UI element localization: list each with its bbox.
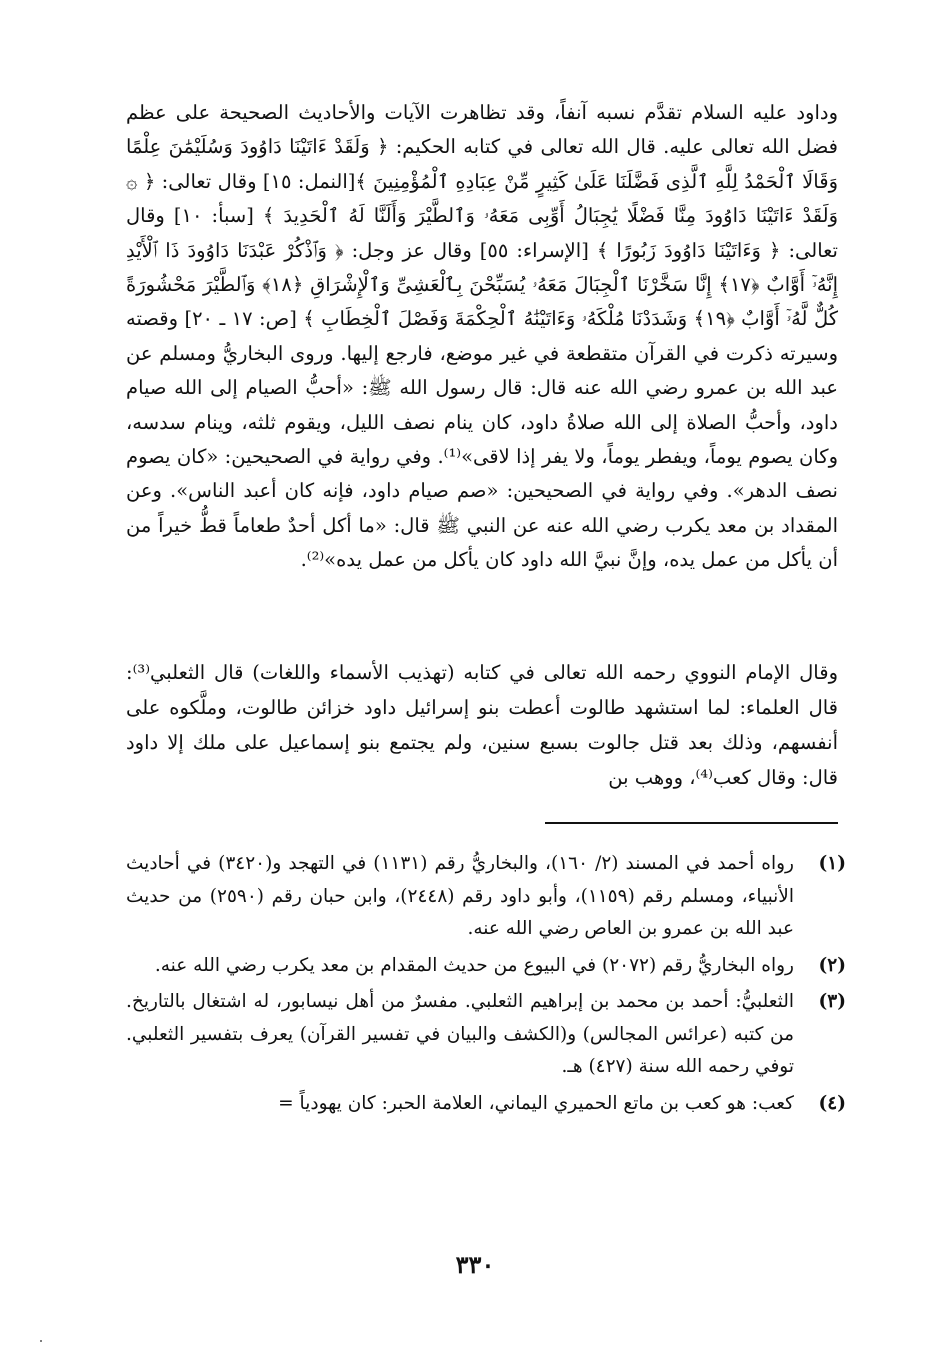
footnote-number: (١)	[818, 853, 846, 874]
scan-speck	[40, 1340, 42, 1342]
footnote-2	[126, 950, 846, 983]
footnote-text: رواه أحمد في المسند (٢/ ١٦٠)، والبخاريُّ رقم (١١٣١) في التهجد و(٣٤٢٠) في أحاديث الأنبياء، ومسلم رقم (١١٥٩)، وأبو داود رقم (٢٤٤٨)، وابن حبان رقم (٢٥٩٠) من حديث عبد الله بن عمرو بن العاص رضي الله عنه.	[126, 853, 794, 939]
main-paragraph-2: وقال الإمام النووي رحمه الله تعالى في كتابه (تهذيب الأسماء واللغات) قال الثعلبي⁽³⁾: قال العلماء: لما استشهد طالوت أعطت بنو إسرائيل داود خزائن طالوت، وملَّكوه على أنفسهم، وذلك بعد قتل جالوت بسبع سنين، ولم يجتمع بنو إسماعيل على ملك إلا داود قال: وقال كعب⁽⁴⁾، ووهب بن	[126, 661, 838, 789]
main-text	[126, 96, 838, 578]
footnote-text: الثعلبيُّ: أحمد بن محمد بن إبراهيم الثعلبي. مفسرٌ من أهل نيسابور، له اشتغال بالتاريخ. من كتبه (عرائس المجالس) و(الكشف والبيان في تفسير القرآن) يعرف بتفسير الثعلبي. توفي رحمه الله سنة (٤٢٧) هـ.	[126, 991, 794, 1077]
footnote-1	[126, 848, 846, 946]
footnotes	[126, 848, 846, 1124]
footnote-text: رواه البخاريُّ رقم (٢٠٧٢) في البيوع من حديث المقدام بن معد يكرب رضي الله عنه.	[154, 954, 794, 976]
footnote-number: (٢)	[818, 954, 846, 976]
footnote-4	[126, 1088, 846, 1121]
footnote-3	[126, 986, 846, 1084]
footnote-number: (٣)	[818, 991, 846, 1012]
footnote-separator	[545, 822, 838, 824]
page-number: ٣٣٠	[455, 1250, 495, 1279]
footnote-text: كعب: هو كعب بن ماتع الحميري اليماني، العلامة الحبر: كان يهودياً =	[278, 1092, 794, 1114]
main-paragraph-1: وداود عليه السلام تقدَّم نسبه آنفاً، وقد تظاهرت الآيات والأحاديث الصحيحة على عظم فضل الله تعالى عليه. قال الله تعالى في كتابه الحكيم: ﴿ وَلَقَدْ ءَاتَيْنَا دَاوُودَ وَسُلَيْمَٰنَ عِلْمًا وَقَالَا ٱلْحَمْدُ لِلَّهِ ٱلَّذِى فَضَّلَنَا عَلَىٰ كَثِيرٍ مِّنْ عِبَادِهِ ٱلْمُؤْمِنِينَ ﴾[النمل: ١٥] وقال تعالى: ﴿ ۞ وَلَقَدْ ءَاتَيْنَا دَاوُودَ مِنَّا فَضْلًا يَٰجِبَالُ أَوِّبِى مَعَهُۥ وَٱلطَّيْرَ وَأَلَنَّا لَهُ ٱلْحَدِيدَ ﴾ [سبأ: ١٠] وقال تعالى: ﴿ وَءَاتَيْنَا دَاوُودَ زَبُورًا ﴾ [الإسراء: ٥٥] وقال عز وجل: ﴿ وَٱذْكُرْ عَبْدَنَا دَاوُودَ ذَا ٱلْأَيْدِ إِنَّهُۥٓ أَوَّابٌ ﴿١٧﴾ إِنَّا سَخَّرْنَا ٱلْجِبَالَ مَعَهُۥ يُسَبِّحْنَ بِٱلْعَشِىِّ وَٱلْإِشْرَاقِ ﴿١٨﴾ وَٱلطَّيْرَ مَحْشُورَةً كُلٌّ لَّهُۥٓ أَوَّابٌ ﴿١٩﴾ وَشَدَدْنَا مُلْكَهُۥ وَءَاتَيْنَٰهُ ٱلْحِكْمَةَ وَفَصْلَ ٱلْخِطَابِ ﴾ [ص: ١٧ ـ ٢٠] وقصته وسيرته ذكرت في القرآن متقطعة في غير موضع، فارجع إليها. وروى البخاريُّ ومسلم عن عبد الله بن عمرو رضي الله عنه قال: قال رسول الله ﷺ: «أحبُّ الصيام إلى الله صيام داود، وأحبُّ الصلاة إلى الله صلاةُ داود، كان ينام نصف الليل، ويقوم ثلثه، وينام سدسه، وكان يصوم يوماً، ويفطر يوماً، ولا يفر إذا لاقى»⁽¹⁾. وفي رواية في الصحيحين: «كان يصوم نصف الدهر». وفي رواية في الصحيحين: «صم صيام داود، فإنه كان أعبد الناس». وعن المقداد بن معد يكرب رضي الله عنه عن النبي ﷺ قال: «ما أكل أحدٌ طعاماً قطُّ خيراً من أن يأكل من عمل يده، وإنَّ نبيَّ الله داود كان يأكل من عمل يده»⁽²⁾.	[126, 101, 839, 572]
footnote-number: (٤)	[818, 1092, 846, 1114]
